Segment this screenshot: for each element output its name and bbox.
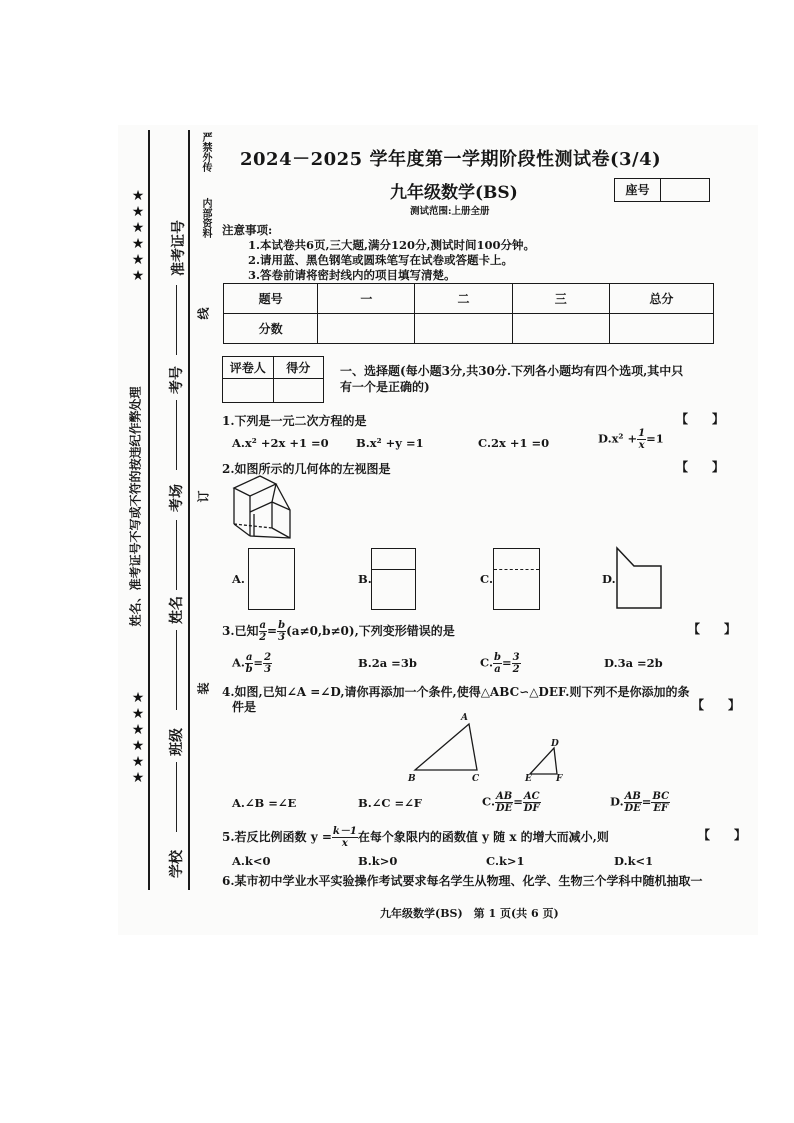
- q2-option-c-figure: [493, 548, 540, 610]
- q3-answer-bracket[interactable]: 【 】: [688, 622, 737, 636]
- tri-label-c: C: [472, 774, 480, 784]
- label-room: 考场: [169, 484, 185, 512]
- score-cell[interactable]: [415, 314, 512, 344]
- score-header-cell: 二: [415, 284, 512, 314]
- q2-answer-bracket[interactable]: 【 】: [676, 460, 725, 474]
- score-header-cell: 一: [318, 284, 415, 314]
- q1-option-c: C.2x +1 =0: [478, 436, 550, 450]
- q3-option-c: C. $\frac{b}{a}$ = $\frac{3}{2}$: [480, 652, 520, 675]
- q5-stem: 5.若反比例函数 y = $\frac{k-1}{x}$ 在每个象限内的函数值 y 随 x 的增大而减小,则: [222, 826, 609, 849]
- binding-line-outer: [148, 130, 150, 890]
- q1-option-d: D.x² + $\frac{1}{x}$ =1: [598, 428, 664, 451]
- label-exam-id: 准考证号: [171, 220, 187, 276]
- stars-bottom: ★★★★★★: [130, 690, 146, 786]
- q2-option-b-label: B.: [358, 572, 372, 586]
- q2-option-b-figure: [371, 548, 416, 610]
- label-school: 学校: [169, 850, 185, 878]
- seat-box[interactable]: [614, 178, 710, 202]
- q2-stem: 2.如图所示的几何体的左视图是: [222, 462, 391, 476]
- q5-option-a: A.k<0: [232, 854, 271, 868]
- q1-option-b: B.x² +y =1: [356, 436, 424, 450]
- tri-label-a: A: [461, 713, 468, 723]
- tri-label-d: D: [551, 739, 559, 749]
- note-item: 2.请用蓝、黑色钢笔或圆珠笔写在试卷或答题卡上。: [248, 253, 514, 267]
- score-cell[interactable]: [318, 314, 415, 344]
- binding-mark-ding: 订: [196, 490, 211, 503]
- grader-cell[interactable]: [273, 379, 324, 403]
- note-item: 3.答卷前请将密封线内的项目填写清楚。: [248, 268, 456, 282]
- q6-stem: 6.某市初中学业水平实验操作考试要求每名学生从物理、化学、生物三个学科中随机抽取一: [222, 874, 703, 888]
- q4-option-c: C. $\frac{AB}{DE}$ = $\frac{AC}{DF}$: [482, 791, 540, 814]
- exam-title: 2024－2025 学年度第一学期阶段性测试卷(3/4): [240, 149, 662, 170]
- label-class: 班级: [169, 728, 185, 756]
- grader-cell[interactable]: [223, 379, 274, 403]
- field-line-name: [176, 630, 177, 710]
- q3-option-b: B.2a =3b: [358, 656, 417, 670]
- q4-option-a: A.∠B =∠E: [232, 796, 297, 810]
- binding-mark-zhuang: 装: [196, 682, 211, 695]
- top-right-note-2: 内部资料: [200, 198, 211, 238]
- q5-option-b: B.k>0: [358, 854, 398, 868]
- q2-option-a-label: A.: [232, 572, 245, 586]
- q5-option-c: C.k>1: [486, 854, 525, 868]
- tri-label-e: E: [525, 774, 532, 784]
- field-line-exam-no: [176, 400, 177, 470]
- score-header-cell: 三: [512, 284, 609, 314]
- q1-option-a: A.x² +2x +1 =0: [232, 436, 329, 450]
- q1-stem: 1.下列是一元二次方程的是: [222, 414, 367, 428]
- score-table: [223, 283, 714, 344]
- score-header-cell: 总分: [609, 284, 713, 314]
- binding-warning: 姓名、准考证号不写或不符的按违纪作弊处理: [128, 386, 143, 627]
- tri-label-b: B: [408, 774, 416, 784]
- q2-option-c-label: C.: [480, 572, 493, 586]
- q3-stem: 3.已知 $\frac{a}{2}$ = $\frac{b}{3}$ (a≠0,b≠0),下列变形错误的是: [222, 620, 455, 643]
- score-cell[interactable]: [609, 314, 713, 344]
- note-item: 1.本试卷共6页,三大题,满分120分,测试时间100分钟。: [248, 238, 536, 252]
- binding-line-inner: [188, 130, 190, 890]
- q2-solid-figure: [228, 472, 300, 544]
- q4-option-d: D. $\frac{AB}{DE}$ = $\frac{BC}{EF}$: [610, 791, 670, 814]
- seat-label: 座号: [615, 179, 661, 201]
- stars-top: ★★★★★★: [130, 188, 146, 284]
- q3-option-a: A. $\frac{a}{b}$ = $\frac{2}{3}$: [232, 652, 272, 675]
- q5-answer-bracket[interactable]: 【 】: [698, 828, 747, 842]
- field-line-exam-id: [176, 285, 177, 355]
- q1-answer-bracket[interactable]: 【 】: [676, 412, 725, 426]
- q3-option-d: D.3a =2b: [604, 656, 663, 670]
- q2-option-d-label: D.: [602, 572, 616, 586]
- grader-header-cell: 得分: [273, 357, 324, 379]
- label-name: 姓名: [169, 596, 185, 624]
- subject-title: 九年级数学(BS): [390, 183, 518, 203]
- notes-title: 注意事项:: [222, 223, 273, 237]
- q5-option-d: D.k<1: [614, 854, 654, 868]
- page-footer: 九年级数学(BS) 第 1 页(共 6 页): [380, 907, 559, 920]
- binding-mark-xian: 线: [196, 307, 211, 320]
- q4-option-b: B.∠C =∠F: [358, 796, 422, 810]
- score-row-label: 分数: [224, 314, 318, 344]
- test-scope: 测试范围:上册全册: [410, 206, 490, 217]
- grader-table: [222, 356, 324, 403]
- q4-triangles-figure: [405, 708, 580, 786]
- tri-label-f: F: [556, 774, 563, 784]
- score-cell[interactable]: [512, 314, 609, 344]
- q4-stem-2: 件是: [232, 700, 257, 714]
- field-line-room: [176, 520, 177, 590]
- score-header-cell: 题号: [224, 284, 318, 314]
- q2-option-d-figure: [614, 546, 664, 610]
- top-right-note-1: 严禁外传: [200, 132, 211, 172]
- q4-answer-bracket[interactable]: 【 】: [692, 698, 741, 712]
- section1-title-2: 有一个是正确的): [340, 380, 430, 394]
- label-exam-no: 考号: [169, 366, 185, 394]
- q4-stem: 4.如图,已知∠A =∠D,请你再添加一个条件,使得△ABC∽△DEF.则下列不是你添加的条: [222, 685, 690, 699]
- field-line-class: [176, 762, 177, 832]
- section1-title: 一、选择题(每小题3分,共30分.下列各小题均有四个选项,其中只: [340, 364, 684, 378]
- grader-header-cell: 评卷人: [223, 357, 274, 379]
- q2-option-a-figure: [248, 548, 295, 610]
